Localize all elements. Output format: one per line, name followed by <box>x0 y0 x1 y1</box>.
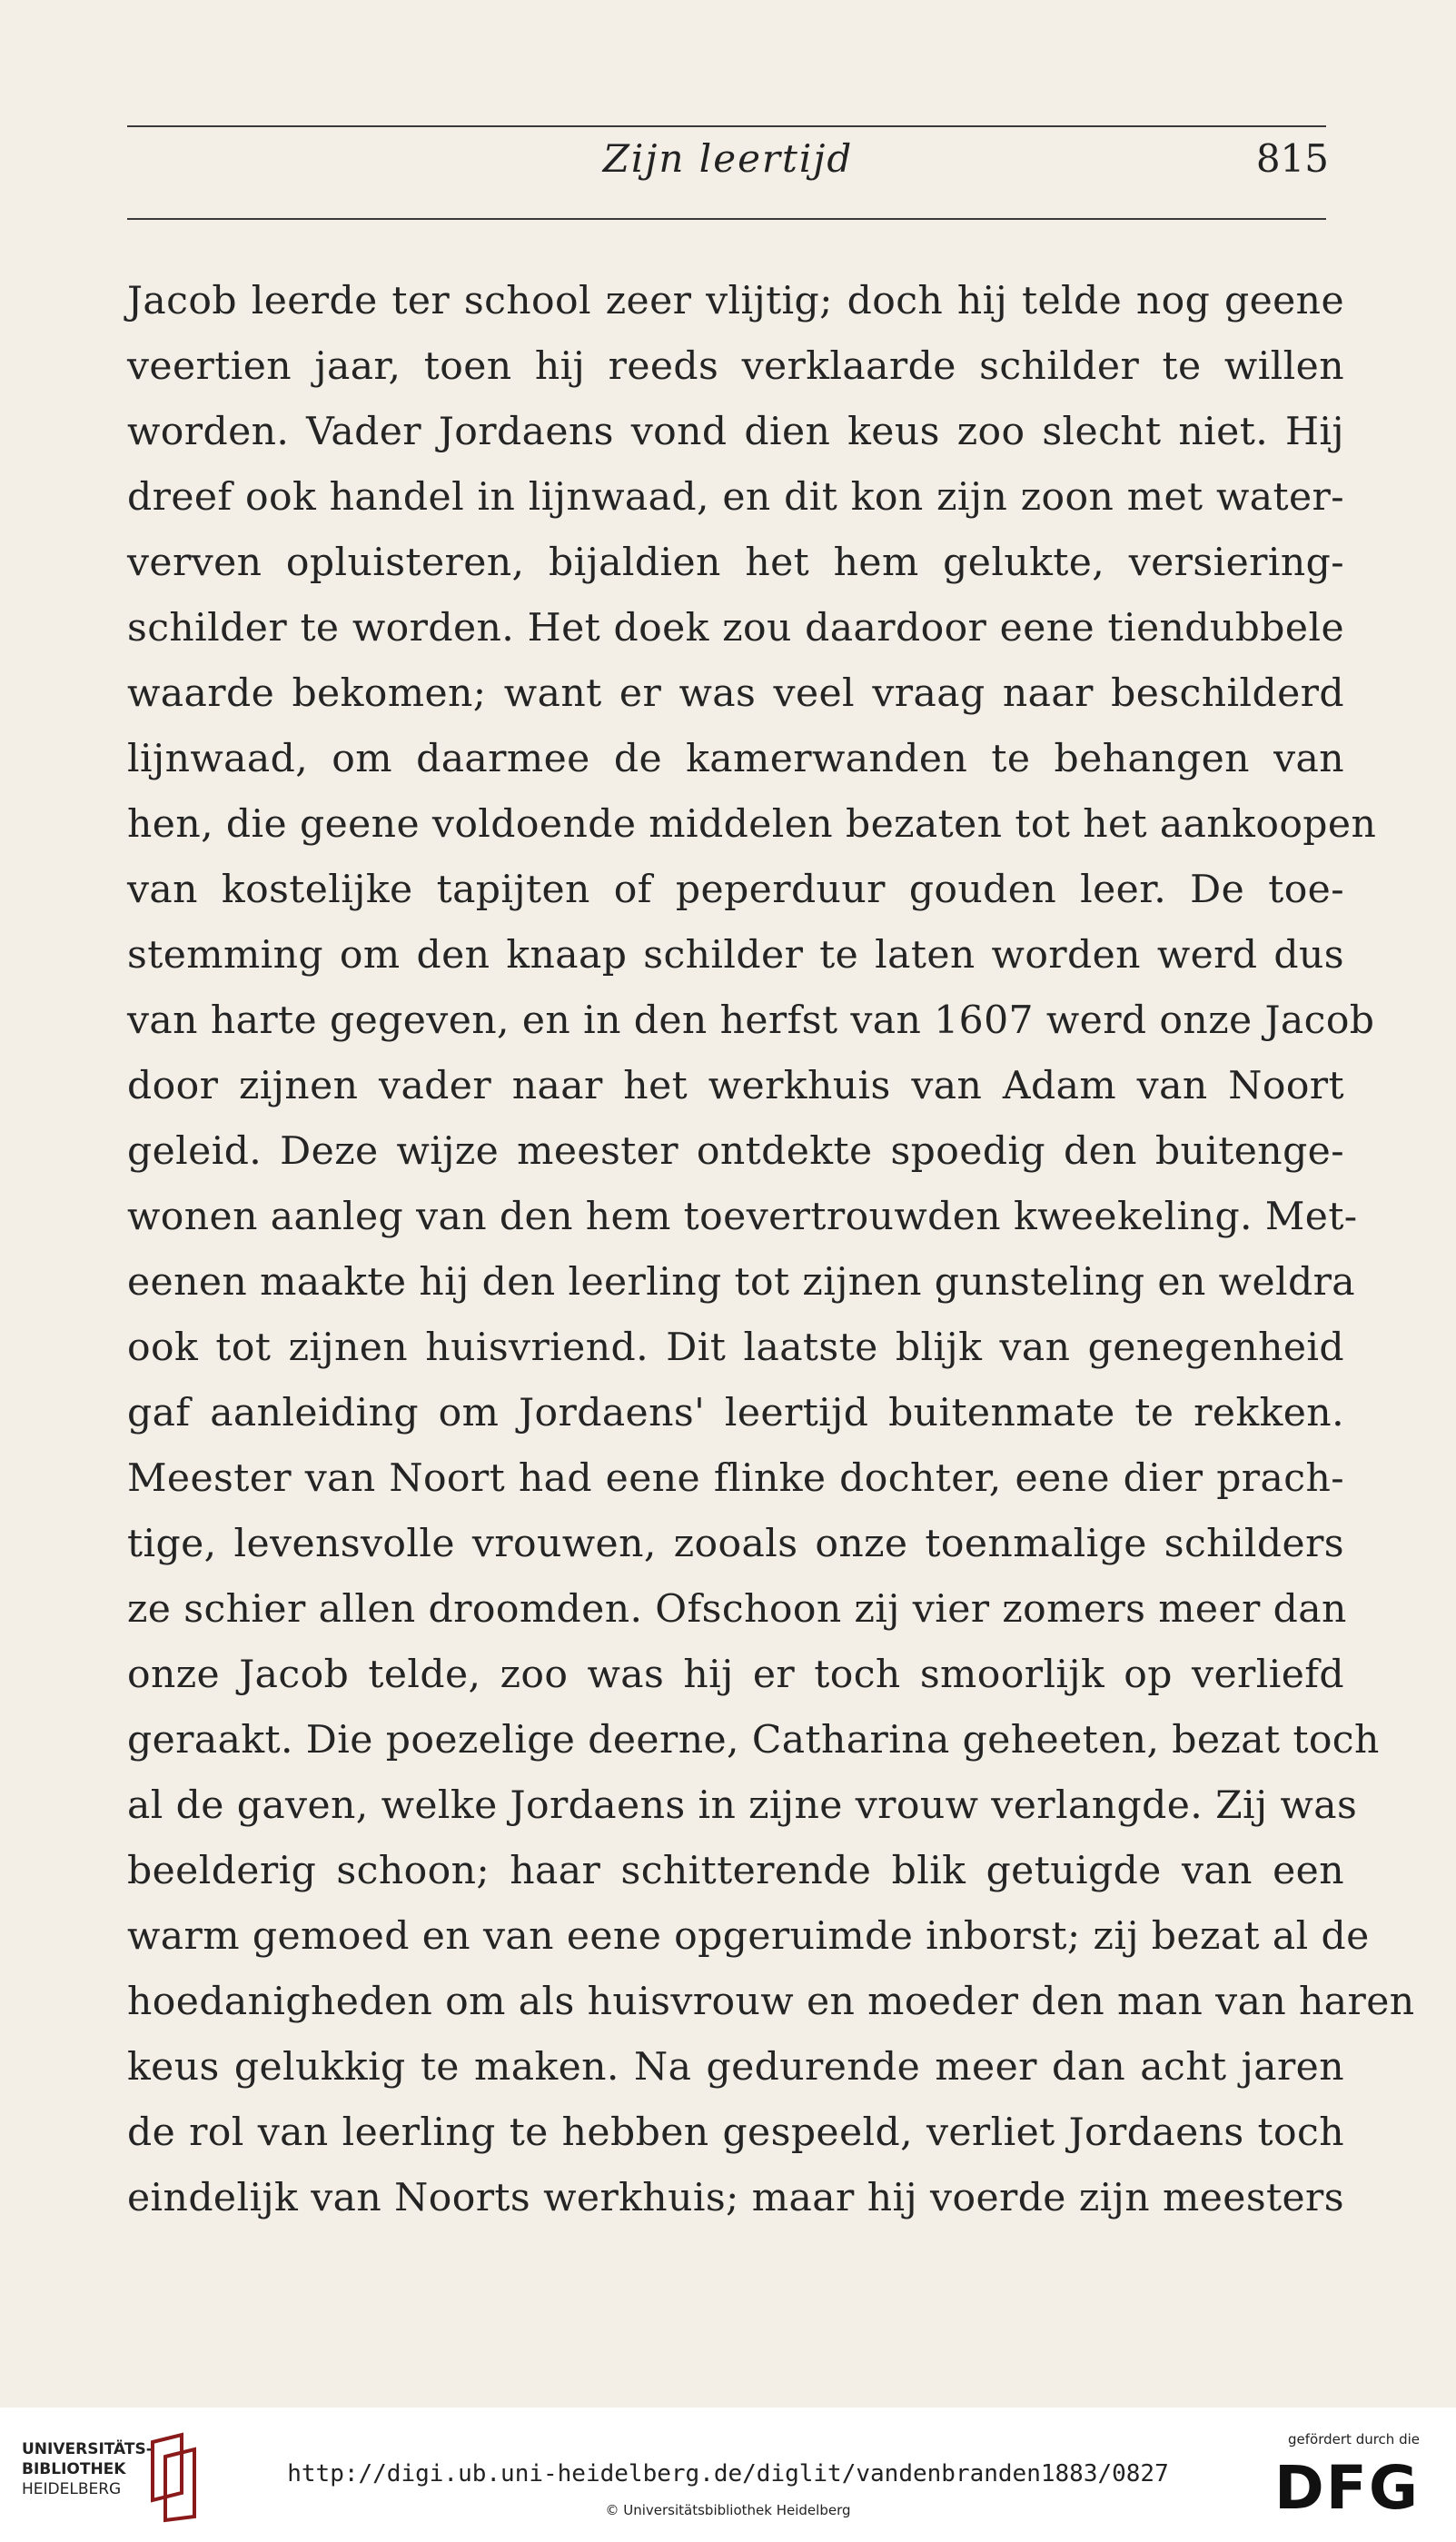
source-url-link[interactable]: http://digi.ub.uni-heidelberg.de/diglit/vandenbranden1883/0827 <box>287 2460 1169 2487</box>
body-text <box>127 269 1415 2231</box>
text-line: keus gelukkig te maken. Na gedurende meer dan acht jaren <box>127 2045 1344 2090</box>
text-line: ze schier allen droomden. Ofschoon zij vier zomers meer dan <box>127 1587 1347 1632</box>
text-line: geraakt. Die poezelige deerne, Catharina geheeten, bezat toch <box>127 1718 1380 1763</box>
text-line: waarde bekomen; want er was veel vraag naar beschilderd <box>127 671 1344 716</box>
text-line: hoedanigheden om als huisvrouw en moeder den man van haren <box>127 1980 1415 2024</box>
text-line: schilder te worden. Het doek zou daardoor eene tiendubbele <box>127 606 1344 650</box>
text-line: eenen maakte hij den leerling tot zijnen gunsteling en weldra <box>127 1260 1356 1305</box>
running-title: Zijn leertijd <box>602 136 854 181</box>
text-line: veertien jaar, toen hij reeds verklaarde schilder te willen <box>127 344 1344 389</box>
text-line: onze Jacob telde, zoo was hij er toch smoorlijk op verliefd <box>127 1653 1344 1697</box>
text-line: dreef ook handel in lijnwaad, en dit kon zijn zoon met water- <box>127 475 1344 520</box>
text-line: van harte gegeven, en in den herfst van 1607 werd onze Jacob <box>127 998 1375 1043</box>
page-number: 815 <box>1255 136 1329 181</box>
text-line: lijnwaad, om daarmee de kamerwanden te behangen van <box>127 737 1344 781</box>
text-line: ook tot zijnen huisvriend. Dit laatste blijk van genegenheid <box>127 1326 1344 1370</box>
text-line: warm gemoed en van eene opgeruimde inborst; zij bezat al de <box>127 1914 1370 1959</box>
text-line: geleid. Deze wijze meester ontdekte spoedig den buitenge- <box>127 1129 1344 1174</box>
dfg-logo: DFG <box>1273 2453 1420 2523</box>
text-line: stemming om den knaap schilder te laten worden werd dus <box>127 933 1344 978</box>
library-name-line2: BIBLIOTHEK <box>22 2460 126 2478</box>
text-line: verven opluisteren, bijaldien het hem gelukte, versiering- <box>127 541 1344 585</box>
header-rule-top <box>127 125 1326 127</box>
text-line: van kostelijke tapijten of peperduur gouden leer. De toe- <box>127 868 1344 912</box>
text-line: al de gaven, welke Jordaens in zijne vrouw verlangde. Zij was <box>127 1783 1358 1828</box>
text-line: beelderig schoon; haar schitterende blik getuigde van een <box>127 1849 1344 1893</box>
text-line: wonen aanleg van den hem toevertrouwden kweekeling. Met- <box>127 1195 1358 1239</box>
dfg-caption: gefördert durch die <box>1288 2431 1420 2448</box>
text-line: door zijnen vader naar het werkhuis van Adam van Noort <box>127 1064 1344 1108</box>
text-line: worden. Vader Jordaens vond dien keus zoo slecht niet. Hij <box>127 410 1344 454</box>
text-line: Jacob leerde ter school zeer vlijtig; doch hij telde nog geene <box>127 279 1344 323</box>
text-line: hen, die geene voldoende middelen bezaten tot het aankoopen <box>127 802 1377 847</box>
library-name-line1: UNIVERSITÄTS- <box>22 2440 153 2458</box>
text-line: Meester van Noort had eene flinke dochter, eene dier prach- <box>127 1456 1344 1501</box>
text-line: de rol van leerling te hebben gespeeld, verliet Jordaens toch <box>127 2110 1344 2155</box>
text-line: eindelijk van Noorts werkhuis; maar hij voerde zijn meesters <box>127 2176 1344 2220</box>
text-line: tige, levensvolle vrouwen, zooals onze toenmalige schilders <box>127 1522 1344 1566</box>
text-line: gaf aanleiding om Jordaens' leertijd buitenmate te rekken. <box>127 1391 1344 1435</box>
copyright-notice: © Universitätsbibliothek Heidelberg <box>605 2502 851 2518</box>
library-name-line3: HEIDELBERG <box>22 2480 122 2498</box>
header-rule-bottom <box>127 218 1326 220</box>
